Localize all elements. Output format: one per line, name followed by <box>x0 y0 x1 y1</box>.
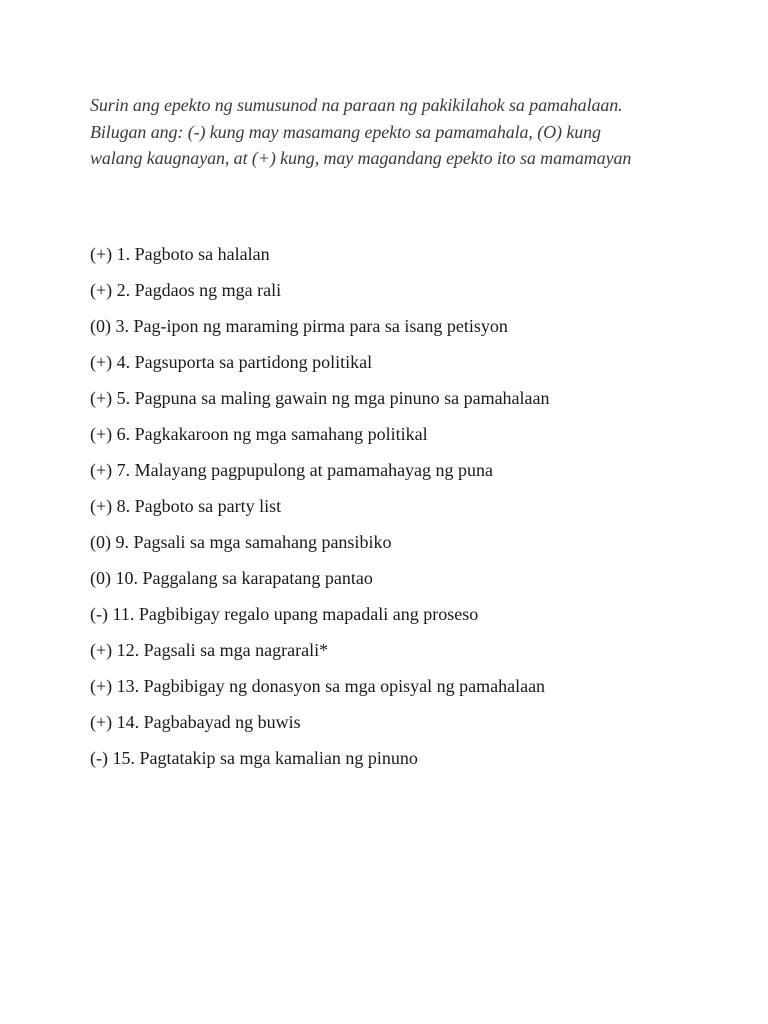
list-item: (+) 14. Pagbabayad ng buwis <box>90 712 301 732</box>
list-item: (+) 4. Pagsuporta sa partidong politikal <box>90 352 373 372</box>
list-item: (+) 6. Pagkakaroon ng mga samahang politikal <box>90 424 428 444</box>
list-item: (+) 12. Pagsali sa mga nagrarali* <box>90 640 329 660</box>
list-item: (-) 15. Pagtatakip sa mga kamalian ng pinuno <box>90 748 418 768</box>
list-item: (+) 5. Pagpuna sa maling gawain ng mga pinuno sa pamahalaan <box>90 388 550 408</box>
list-item: (0) 10. Paggalang sa karapatang pantao <box>90 568 373 588</box>
instructions-text: Surin ang epekto ng sumusunod na paraan ng pakikilahok sa pamahalaan. Bilugan ang: (-) kung may masamang epekto sa pamamahala, (O) kung walang kaugnayan, at (+) kung, may magandang epekto ito sa mamamayan <box>90 95 632 168</box>
list-item: (-) 11. Pagbibigay regalo upang mapadali ang proseso <box>90 604 479 624</box>
list-item: (+) 13. Pagbibigay ng donasyon sa mga opisyal ng pamahalaan <box>90 676 546 696</box>
list-item: (0) 3. Pag-ipon ng maraming pirma para sa isang petisyon <box>90 316 508 336</box>
list-item: (+) 2. Pagdaos ng mga rali <box>90 280 282 300</box>
list-item: (0) 9. Pagsali sa mga samahang pansibiko <box>90 532 392 552</box>
answer-list <box>90 240 550 780</box>
list-item: (+) 1. Pagboto sa halalan <box>90 244 270 264</box>
list-item: (+) 8. Pagboto sa party list <box>90 496 282 516</box>
list-item: (+) 7. Malayang pagpupulong at pamamahayag ng puna <box>90 460 494 480</box>
